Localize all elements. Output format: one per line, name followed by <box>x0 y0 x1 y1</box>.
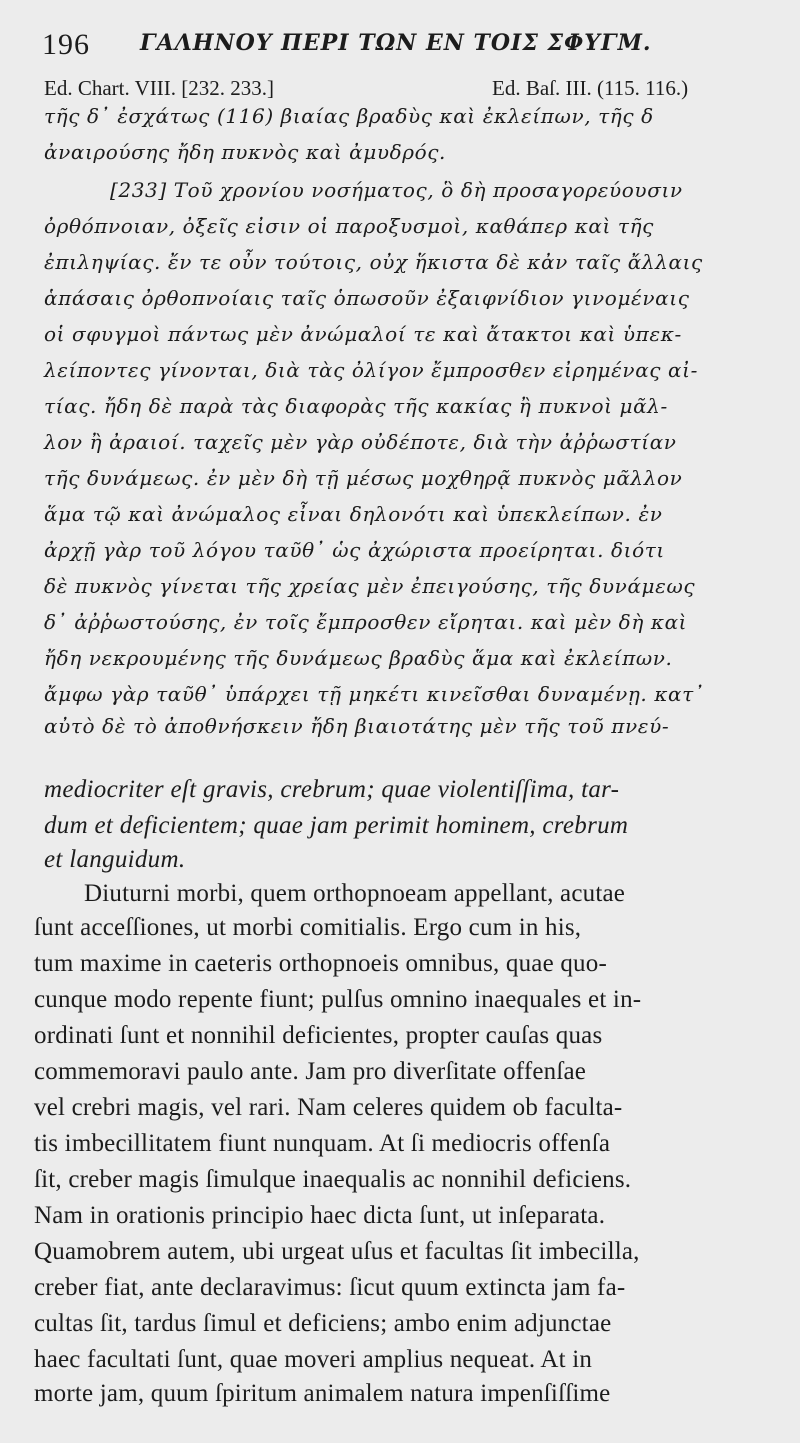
greek-line: οἱ σφυγμοὶ πάντως μὲν ἀνώμαλοί τε καὶ ἄτακτοι καὶ ὑπεκ- <box>44 322 682 346</box>
greek-line: δ᾽ ἀῤῥωστούσης, ἐν τοῖς ἔμπροσθεν εἴρηται. καὶ μὲν δὴ καὶ <box>44 610 688 634</box>
greek-line: [233] Τοῦ χρονίου νοσήματος, ὃ δὴ προσαγορεύουσιν <box>110 178 683 202</box>
latin-line: Quamobrem autem, ubi urgeat uſus et facultas ſit imbecilla, <box>34 1238 640 1265</box>
latin-line: Diuturni morbi, quem orthopnoeam appellant, acutae <box>84 880 626 907</box>
latin-line: vel crebri magis, vel rari. Nam celeres quidem ob faculta- <box>34 1094 623 1121</box>
greek-line: λον ἢ ἀραιοί. ταχεῖς μὲν γὰρ οὐδέποτε, διὰ τὴν ἀῤῥωστίαν <box>44 430 677 454</box>
greek-line: ἤδη νεκρουμένης τῆς δυνάμεως βραδὺς ἅμα καὶ ἐκλείπων. <box>44 646 673 670</box>
latin-italic-line: dum et deficientem; quae jam perimit hominem, crebrum <box>44 812 629 839</box>
greek-line: ἀναιρούσης ἤδη πυκνὸς καὶ ἀμυδρός. <box>44 140 446 164</box>
greek-line: λείποντες γίνονται, διὰ τὰς ὀλίγον ἔμπροσθεν εἰρημένας αἰ- <box>44 358 698 382</box>
edition-reference-right: Ed. Baſ. III. (115. 116.) <box>492 76 689 100</box>
greek-line: τίας. ἤδη δὲ παρὰ τὰς διαφορὰς τῆς κακίας ἢ πυκνοὶ μᾶλ- <box>44 394 668 418</box>
greek-line: δὲ πυκνὸς γίνεται τῆς χρείας μὲν ἐπειγούσης, τῆς δυνάμεως <box>44 574 696 598</box>
latin-line: ſit, creber magis ſimulque inaequalis ac nonnihil deficiens. <box>34 1166 632 1193</box>
latin-italic-line: et languidum. <box>44 846 186 873</box>
latin-line: cultas ſit, tardus ſimul et deficiens; ambo enim adjunctae <box>34 1310 612 1337</box>
latin-line: haec facultati ſunt, quae moveri amplius nequeat. At in <box>34 1346 593 1373</box>
greek-line: ἀρχῇ γὰρ τοῦ λόγου ταῦθ᾽ ὡς ἀχώριστα προείρηται. διότι <box>44 538 665 562</box>
latin-line: creber fiat, ante declaravimus: ſicut quum extincta jam fa- <box>34 1274 626 1301</box>
latin-line: ſunt acceſſiones, ut morbi comitialis. Ergo cum in his, <box>34 914 582 941</box>
greek-line: αὐτὸ δὲ τὸ ἀποθνήσκειν ἤδη βιαιοτάτης μὲν τῆς τοῦ πνεύ- <box>44 714 670 738</box>
greek-line: ἐπιληψίας. ἔν τε οὖν τούτοις, οὐχ ἥκιστα δὲ κἀν ταῖς ἄλλαις <box>44 250 703 274</box>
section-gap <box>0 741 800 742</box>
greek-line: ἅμα τῷ καὶ ἀνώμαλος εἶναι δηλονότι καὶ ὑπεκλείπων. ἐν <box>44 502 663 526</box>
latin-line: tis imbecillitatem fiunt nunquam. At ſi mediocris offenſa <box>34 1130 611 1157</box>
latin-italic-line: mediocriter eſt gravis, crebrum; quae violentiſſima, tar- <box>44 776 620 803</box>
greek-line: ὀρθόπνοιαν, ὀξεῖς εἰσιν οἱ παροξυσμοὶ, καθάπερ καὶ τῆς <box>44 214 654 238</box>
greek-line: τῆς δ᾽ ἐσχάτως (116) βιαίας βραδὺς καὶ ἐκλείπων, τῆς δ <box>44 104 654 128</box>
greek-line: ἁπάσαις ὀρθοπνοίαις ταῖς ὁπωσοῦν ἐξαιφνίδιον γινομέναις <box>44 286 690 310</box>
latin-line: morte jam, quum ſpiritum animalem natura impenſiſſime <box>34 1380 611 1407</box>
latin-line: commemoravi paulo ante. Jam pro diverſitate offenſae <box>34 1058 587 1085</box>
latin-line: Nam in orationis principio haec dicta ſunt, ut inſeparata. <box>34 1202 606 1229</box>
greek-line: τῆς δυνάμεως. ἐν μὲν δὴ τῇ μέσως μοχθηρᾷ πυκνὸς μᾶλλον <box>44 466 683 490</box>
running-title: ΓΑΛΗΝΟΥ ΠΕΡΙ ΤΩΝ ΕΝ ΤΟΙΣ ΣΦΥΓΜ. <box>140 30 652 56</box>
page-number: 196 <box>42 28 90 61</box>
greek-line: ἄμφω γὰρ ταῦθ᾽ ὑπάρχει τῇ μηκέτι κινεῖσθαι δυναμένῃ. κατ᾽ <box>44 682 705 706</box>
latin-line: cunque modo repente fiunt; pulſus omnino inaequales et in- <box>34 986 642 1013</box>
edition-reference-left: Ed. Chart. VIII. [232. 233.] <box>44 76 274 100</box>
latin-line: ordinati ſunt et nonnihil deficientes, propter cauſas quas <box>34 1022 603 1049</box>
latin-line: tum maxime in caeteris orthopnoeis omnibus, quae quo- <box>34 950 607 977</box>
